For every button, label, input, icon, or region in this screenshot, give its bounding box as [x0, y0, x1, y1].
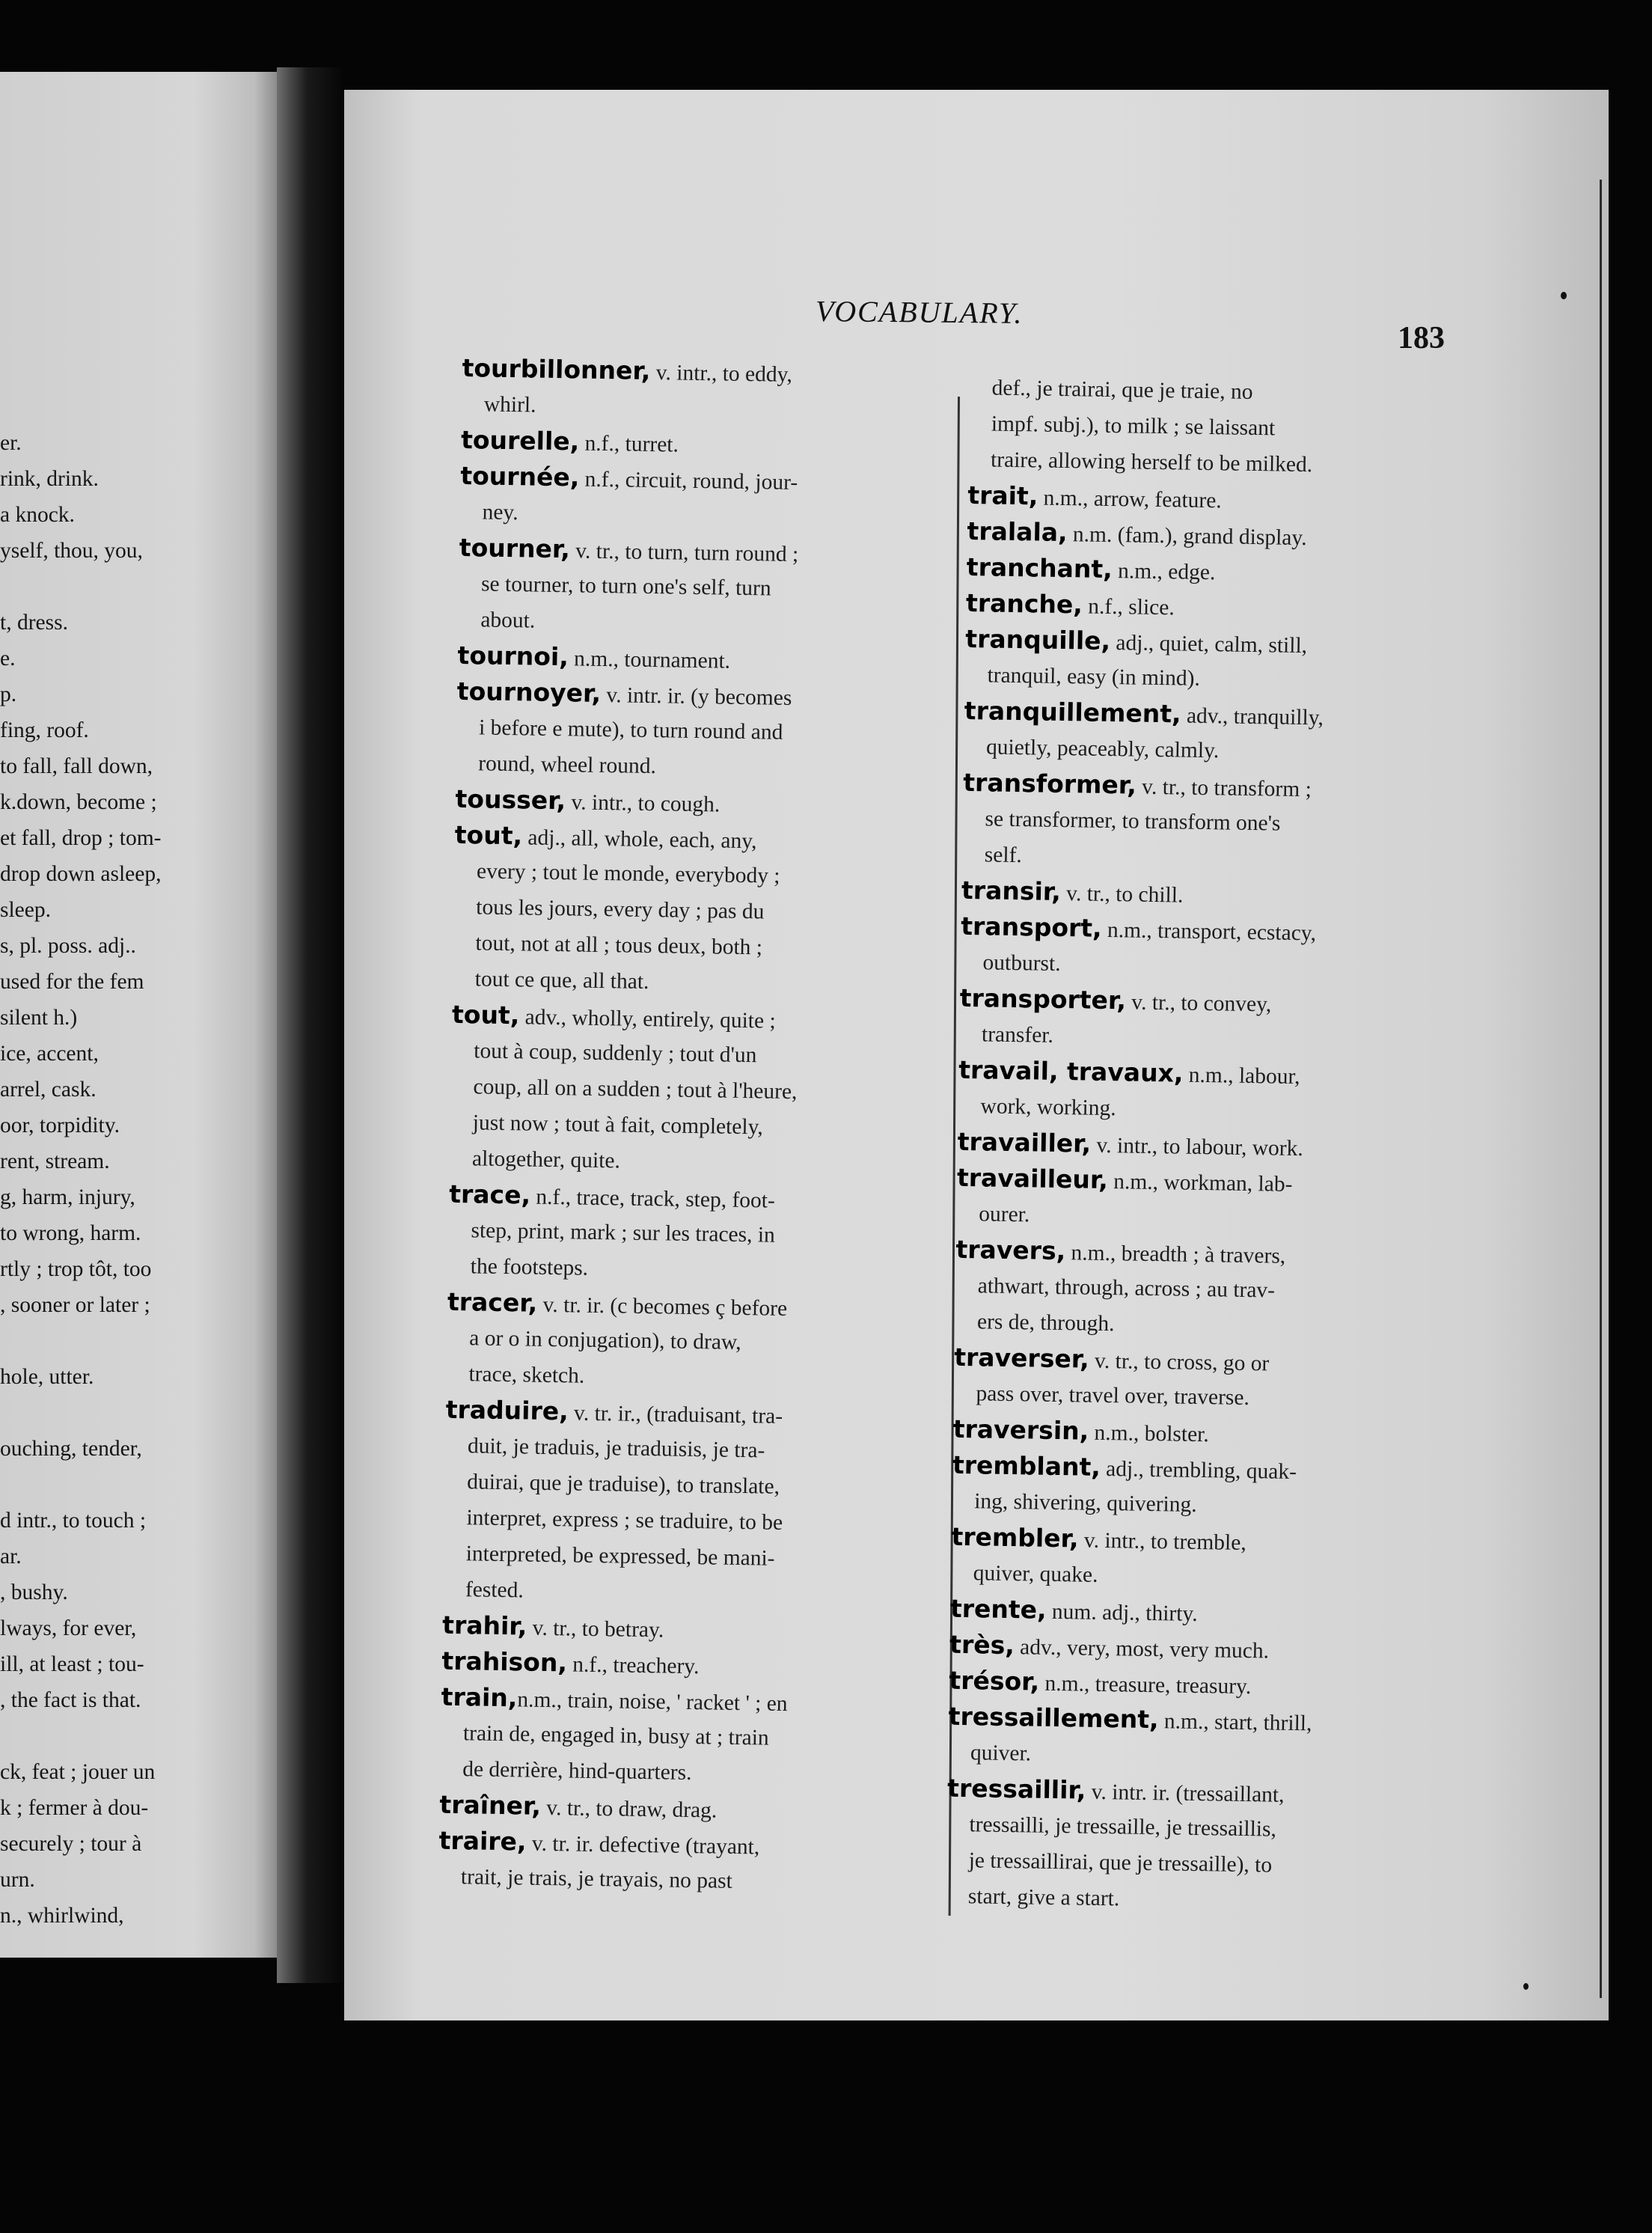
headword: tout, [451, 999, 520, 1030]
left-page-line [0, 1718, 277, 1754]
definition-text: v. tr., to convey, [1125, 990, 1272, 1017]
left-page-line: rink, drink. [0, 467, 99, 491]
left-page-line: k ; fermer à dou- [0, 1796, 149, 1820]
left-page-line [0, 1323, 277, 1359]
entry-line [460, 458, 947, 501]
left-page-line: urn. [0, 1868, 35, 1892]
headword: transport, [961, 911, 1102, 943]
definition-text: num. adj., thirty. [1046, 1599, 1198, 1626]
left-page-line: s, pl. poss. adj.. [0, 934, 136, 958]
definition-text: v. tr., to draw, drag. [540, 1795, 718, 1823]
headword: tressaillement, [948, 1701, 1159, 1735]
definition-text: trace, sketch. [468, 1362, 585, 1388]
definition-text: n.m., edge. [1112, 559, 1216, 585]
definition-text: ers de, through. [976, 1310, 1115, 1337]
page-number: 183 [1398, 321, 1445, 355]
headword: tracer, [447, 1286, 538, 1318]
definition-text: def., je trairai, que je traie, no [991, 376, 1253, 404]
definition-text: tout, not at all ; tous deux, both ; [475, 931, 763, 960]
headword: tremblant, [952, 1450, 1101, 1482]
definition-text: tous les jours, every day ; pas du [476, 895, 765, 924]
definition-text: about. [480, 608, 536, 633]
headword: train, [441, 1681, 518, 1713]
definition-text: n.m., arrow, feature. [1038, 486, 1222, 513]
definition-text: tout à coup, suddenly ; tout d'un [474, 1039, 757, 1068]
entry-continuation-line [438, 1859, 926, 1902]
headword: traversin, [952, 1414, 1089, 1446]
left-page [0, 72, 277, 1958]
left-page-line: used for the fem [0, 970, 144, 994]
definition-text: altogether, quite. [471, 1146, 621, 1173]
definition-text: n.f., treachery. [566, 1652, 700, 1679]
headword: tout, [454, 819, 523, 851]
definition-text: n.m., labour, [1183, 1063, 1300, 1090]
left-page-line: lways, for ever, [0, 1616, 137, 1640]
left-page-line: a knock. [0, 503, 75, 527]
definition-text: v. tr. ir., (traduisant, tra- [568, 1401, 783, 1429]
definition-text: n.f., slice. [1082, 594, 1175, 620]
definition-text: v. tr., to transform ; [1136, 775, 1312, 802]
definition-text: adj., quiet, calm, still, [1110, 631, 1308, 659]
vocabulary-column-2 [946, 370, 1463, 1922]
headword: tousser, [455, 783, 566, 816]
left-page-line: n., whirlwind, [0, 1904, 124, 1928]
dust-speck [1523, 1983, 1529, 1990]
left-page-line: rtly ; trop tôt, too [0, 1257, 152, 1281]
left-page-line: p. [0, 682, 17, 706]
left-page-line: , the fact is that. [0, 1688, 141, 1712]
headword: trahir, [441, 1610, 527, 1641]
headword: trahison, [441, 1646, 568, 1678]
headword: travailleur, [956, 1162, 1109, 1195]
definition-text: n.m. (fam.), grand display. [1067, 522, 1307, 551]
definition-text: round, wheel round. [478, 751, 657, 779]
left-page-line: t, dress. [0, 611, 68, 635]
definition-text: duirai, que je traduise), to translate, [466, 1470, 780, 1499]
definition-text: v. tr. ir. (c becomes ç before [536, 1292, 788, 1321]
definition-text: quiver, quake. [973, 1561, 1098, 1587]
definition-text: v. intr., to eddy, [650, 360, 793, 387]
definition-text: interpreted, be expressed, be mani- [465, 1542, 775, 1571]
definition-text: athwart, through, across ; au trav- [977, 1274, 1276, 1303]
headword: travailler, [957, 1126, 1092, 1158]
headword: tourner, [459, 532, 571, 564]
headword: très, [949, 1629, 1015, 1661]
left-page-line: ck, feat ; jouer un [0, 1760, 156, 1784]
left-page-line [0, 1395, 277, 1431]
definition-text: ney. [482, 500, 518, 525]
left-page-line: silent h.) [0, 1006, 78, 1030]
page-edge [1600, 180, 1602, 1998]
definition-text: v. intr. ir. (tressaillant, [1086, 1780, 1285, 1807]
definition-text: quietly, peaceably, calmly. [985, 735, 1220, 763]
definition-text: n.m., workman, lab- [1107, 1170, 1293, 1197]
definition-text: tranquil, easy (in mind). [987, 663, 1201, 691]
definition-text: adj., all, whole, each, any, [521, 825, 757, 854]
definition-text: impf. subj.), to milk ; se laissant [991, 412, 1276, 441]
headword: tourelle, [460, 424, 580, 456]
left-page-line: ice, accent, [0, 1042, 99, 1066]
definition-text: duit, je traduis, je traduisis, je tra- [467, 1434, 765, 1463]
definition-text: v. tr. ir. defective (trayant, [526, 1831, 760, 1860]
left-page-line: er. [0, 431, 22, 455]
left-page-line [0, 569, 277, 605]
definition-text: v. intr., to labour, work. [1090, 1133, 1304, 1161]
headword: tranchant, [966, 552, 1113, 584]
left-page-line: k.down, become ; [0, 790, 157, 814]
left-page-line: hole, utter. [0, 1365, 94, 1389]
definition-text: tressailli, je tressaille, je tressaillis, [969, 1812, 1277, 1842]
headword: trente, [949, 1593, 1047, 1625]
definition-text: fested. [465, 1577, 524, 1603]
headword: travers, [955, 1234, 1066, 1266]
headword: tournoi, [457, 640, 569, 672]
definition-text: n.f., trace, track, step, foot- [530, 1185, 776, 1213]
headword: tranche, [965, 587, 1083, 620]
definition-text: trait, je trais, je trayais, no past [460, 1865, 733, 1893]
headword: traverser, [953, 1342, 1090, 1374]
left-page-line: et fall, drop ; tom- [0, 826, 162, 850]
definition-text: v. intr., to tremble, [1078, 1528, 1246, 1555]
left-page-text [0, 425, 277, 1934]
definition-text: n.f., circuit, round, jour- [579, 467, 798, 495]
running-head: VOCABULARY. [815, 294, 1024, 330]
headword: tralala, [967, 516, 1068, 548]
left-page-line: ill, at least ; tou- [0, 1652, 144, 1676]
definition-text: n.m., tournament. [568, 647, 731, 673]
headword: trait, [967, 480, 1038, 511]
definition-text: the footsteps. [470, 1254, 589, 1280]
book-gutter [277, 67, 344, 1983]
headword: trembler, [951, 1521, 1079, 1554]
definition-text: n.m., breadth ; à travers, [1065, 1241, 1286, 1268]
definition-text: traire, allowing herself to be milked. [990, 447, 1313, 477]
definition-text: quiver. [970, 1741, 1032, 1766]
definition-text: transfer. [981, 1022, 1054, 1048]
left-page-line: drop down asleep, [0, 862, 162, 886]
definition-text: v. tr., to turn, turn round ; [569, 539, 799, 567]
definition-text: v. intr., to cough. [565, 790, 721, 817]
definition-text: v. intr. ir. (y becomes [600, 682, 792, 710]
definition-text: n.m., treasure, treasury. [1038, 1671, 1252, 1699]
definition-text: just now ; tout à fait, completely, [472, 1111, 764, 1140]
definition-text: every ; tout le monde, everybody ; [476, 859, 780, 888]
dust-speck [1561, 292, 1567, 299]
definition-text: v. tr., to cross, go or [1089, 1348, 1270, 1376]
headword: tranquillement, [964, 695, 1181, 729]
definition-text: tout ce que, all that. [474, 967, 649, 995]
definition-text: se tourner, to turn one's self, turn [480, 572, 771, 601]
left-page-line: e. [0, 647, 16, 670]
definition-text: se transformer, to transform one's [985, 807, 1281, 836]
definition-text: coup, all on a sudden ; tout à l'heure, [473, 1075, 798, 1105]
left-page-line: to fall, fall down, [0, 754, 153, 778]
headword: transformer, [963, 767, 1137, 800]
definition-text: n.m., bolster. [1088, 1420, 1210, 1447]
headword: tressaillir, [946, 1773, 1086, 1805]
left-page-line [0, 1467, 277, 1503]
left-page-line: arrel, cask. [0, 1078, 97, 1102]
left-page-line: yself, thou, you, [0, 539, 143, 563]
left-page-line: , bushy. [0, 1580, 68, 1604]
definition-text: v. tr., to chill. [1060, 882, 1184, 908]
definition-text: adv., wholly, entirely, quite ; [519, 1005, 776, 1033]
definition-text: ourer. [979, 1202, 1030, 1227]
left-page-line: g, harm, injury, [0, 1185, 135, 1209]
headword: traîner, [439, 1789, 542, 1821]
headword: tourbillonner, [462, 352, 651, 385]
definition-text: adj., trembling, quak- [1100, 1456, 1297, 1485]
left-page-line: ar. [0, 1545, 22, 1568]
left-page-line: d intr., to touch ; [0, 1509, 147, 1533]
definition-text: n.m., start, thrill, [1158, 1709, 1312, 1736]
left-page-line: oor, torpidity. [0, 1114, 120, 1137]
left-page-line: to wrong, harm. [0, 1221, 141, 1245]
definition-text: a or o in conjugation), to draw, [469, 1326, 741, 1355]
definition-text: n.m., train, noise, ' racket ' ; en [517, 1687, 788, 1717]
definition-text: adv., tranquilly, [1181, 703, 1324, 730]
left-page-line: fing, roof. [0, 718, 89, 742]
definition-text: work, working. [980, 1094, 1116, 1121]
definition-text: step, print, mark ; sur les traces, in [471, 1218, 776, 1247]
definition-text: de derrière, hind-quarters. [462, 1757, 692, 1786]
headword: tournoyer, [456, 676, 602, 708]
left-page-line: sleep. [0, 898, 51, 922]
headword: trésor, [949, 1665, 1040, 1696]
left-page-line: rent, stream. [0, 1149, 110, 1173]
definition-text: ing, shivering, quivering. [973, 1489, 1197, 1517]
definition-text: start, give a start. [967, 1884, 1120, 1911]
left-page-line: , sooner or later ; [0, 1293, 150, 1317]
definition-text: outburst. [982, 950, 1061, 977]
definition-text: i before e mute), to turn round and [478, 715, 783, 745]
definition-text: n.m., transport, ecstacy, [1101, 917, 1317, 946]
headword: traire, [438, 1825, 527, 1857]
definition-text: self. [984, 843, 1023, 868]
definition-text: n.f., turret. [578, 431, 679, 457]
headword: tranquille, [965, 623, 1111, 656]
definition-text: je tressaillirai, que je tressaille), to [968, 1848, 1273, 1878]
definition-text: interpret, express ; se traduire, to be [466, 1506, 783, 1535]
headword: transporter, [959, 983, 1127, 1015]
headword: travail, travaux, [958, 1054, 1184, 1088]
headword: tournée, [460, 460, 580, 492]
definition-text: v. tr., to betray. [527, 1616, 664, 1643]
definition-text: train de, engaged in, busy at ; train [462, 1721, 769, 1750]
headword: trace, [448, 1179, 531, 1210]
headword: traduire, [445, 1394, 569, 1426]
definition-text: whirl. [483, 392, 536, 418]
headword: transir, [961, 875, 1062, 906]
left-page-line: securely ; tour à [0, 1832, 142, 1856]
definition-text: adv., very, most, very much. [1014, 1635, 1270, 1664]
definition-text: pass over, travel over, traverse. [976, 1381, 1250, 1411]
left-page-line: ouching, tender, [0, 1437, 142, 1461]
vocabulary-column-1 [438, 350, 949, 1902]
